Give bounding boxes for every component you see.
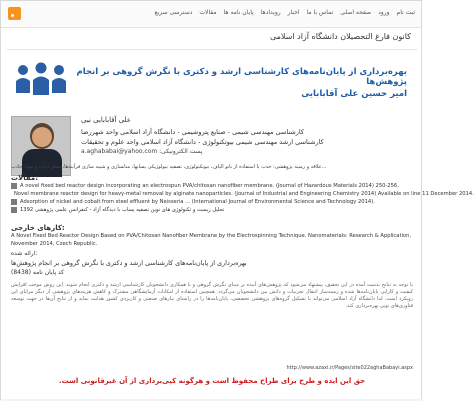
nav-item[interactable]: ورود [378, 9, 390, 16]
nav-item[interactable]: تماس با ما [306, 9, 334, 16]
nav-item[interactable]: پایان نامه ها [223, 9, 254, 16]
copyright-notice: حق این ایده و طرح برای طراح محفوظ است و هرگونه کپی‌برداری از آن غیرقانونی است. [58, 377, 366, 385]
publication-item [11, 190, 474, 198]
publication-item [11, 198, 413, 206]
bullet-icon [11, 183, 17, 189]
top-navigation-bar [1, 1, 421, 28]
nav-item[interactable]: رویدادها [260, 9, 281, 16]
people-logo-icon [13, 61, 69, 103]
nav-menu [27, 9, 415, 16]
abstract-label: ارائه شده: [11, 250, 38, 257]
publications-heading: مقالات: [11, 174, 39, 182]
banner-heading: بهره‌برداری از پایان‌نامه‌های کارشناسی ارشد و دکتری با نگرش گروهی بر انجام پژوهش‌ها [76, 67, 407, 87]
profile-affiliation: کارشناسی ارشد مهندسی شیمی بیوتکنولوژی - دانشگاه آزاد اسلامی واحد علوم و تحقیقات [81, 138, 324, 146]
bullet-icon [11, 207, 17, 213]
publication-text[interactable]: Novel membrane reactor design for heavy-metal removal by alginate nanoparticles. (Journal of Industrial and Engineering Chemistry 2014) Available on line 11 December 2014. [14, 191, 474, 197]
projects-text: A Novel Fixed Bed Reactor Design Based on PVA/Chitosan Nanofiber Membrane by the Electrospinning Technique. Nanomaterials: Research & Application, November 2014, Czech Republic. [11, 233, 412, 247]
nav-item[interactable]: ثبت نام [396, 9, 415, 16]
page-header [7, 29, 417, 50]
abstract-title: بهره‌برداری از پایان‌نامه‌های کارشناسی ارشد و دکتری با نگرش گروهی بر انجام پژوهش‌ها [11, 259, 247, 267]
page-title: کانون فارغ التحصیلان دانشگاه آزاد اسلامی [269, 32, 411, 41]
abstract-code: کد پایان نامه (8438) [11, 269, 65, 276]
projects-heading: کارهای خارجی: [11, 224, 65, 232]
publication-text[interactable]: تحلیل زیست و تکنولوژی های نوین تصفیه پساب با دیدگاه آزاد - کنفرانس علمی پژوهشی 1392 [20, 207, 225, 213]
publication-text[interactable]: A novel fixed bed reactor design incorporating an electrospun PVA/chitosan nanofiber membrane. (Journal of Hazardous Materials 2014) 250-256. [20, 183, 399, 189]
publications-list [11, 182, 474, 214]
nav-item[interactable]: مقالات [199, 9, 217, 16]
publication-item [11, 182, 413, 190]
banner-text [67, 67, 407, 99]
nav-item[interactable]: صفحه اصلی [340, 9, 372, 16]
bullet-icon [11, 199, 17, 205]
profile-affiliation: کارشناسی مهندسی شیمی - صنایع پتروشیمی - دانشگاه آزاد اسلامی واحد شهررضا [81, 128, 304, 136]
profile-interests: علاقه و زمینه پژوهشی: جذب با استفاده از نانو الیاف، بیوتکنولوژی، تصفیه بیولوژیکی پسابها، مدلسازی و شبیه سازی فرآیندها، سنتز ذرات و مواد جاذب... [11, 164, 327, 170]
publication-item [11, 206, 413, 214]
rss-icon[interactable] [8, 7, 21, 20]
nav-item[interactable]: دسترسی سریع [154, 9, 193, 16]
publication-text[interactable]: Adsorption of nickel and cobalt from steel effluent by Neisseria ... (International Journal of Environmental Science and Technology 2014). [20, 199, 375, 205]
banner [7, 51, 417, 111]
banner-subheading: امیر حسین علی آقابابایی [301, 89, 407, 99]
page-url[interactable]: http://www.azaxi.ir/Pages/site022aghaBabayi.aspx [286, 365, 413, 371]
profile-email[interactable]: a.aghababai@yahoo.com :پست الکترونیکی [81, 148, 203, 155]
nav-item[interactable]: اخبار [287, 9, 300, 16]
profile-name: علی آقابابایی نیی [81, 116, 132, 124]
abstract-body: با توجه به نتایج بدست آمده در این تحقیق، پیشنهاد می‌شود که پژوهش‌های آینده بر مبنای نگرش گروهی و با همکاری دانشجویان کارشناسی ارشد و دکتری انجام شوند. این روش موجب افزایش کیفیت و کارایی پایان‌نامه‌ها شده و زمینه‌ساز انتقال تجربیات و دانش بین دانشجویان می‌گردد. همچنین استفاده از امکانات آزمایشگاهی مشترک و کاهش هزینه‌های پژوهشی از دیگر مزایای این رویکرد است. لذا دانشگاه آزاد اسلامی می‌تواند با تشکیل گروه‌های پژوهشی تخصصی، پایان‌نامه‌ها را در راستای نیازهای صنعتی و کاربردی کشور هدایت نماید و از نتایج آن‌ها در جهت توسعه فناوری‌های نوین بهره‌برداری کند. [11, 282, 413, 309]
